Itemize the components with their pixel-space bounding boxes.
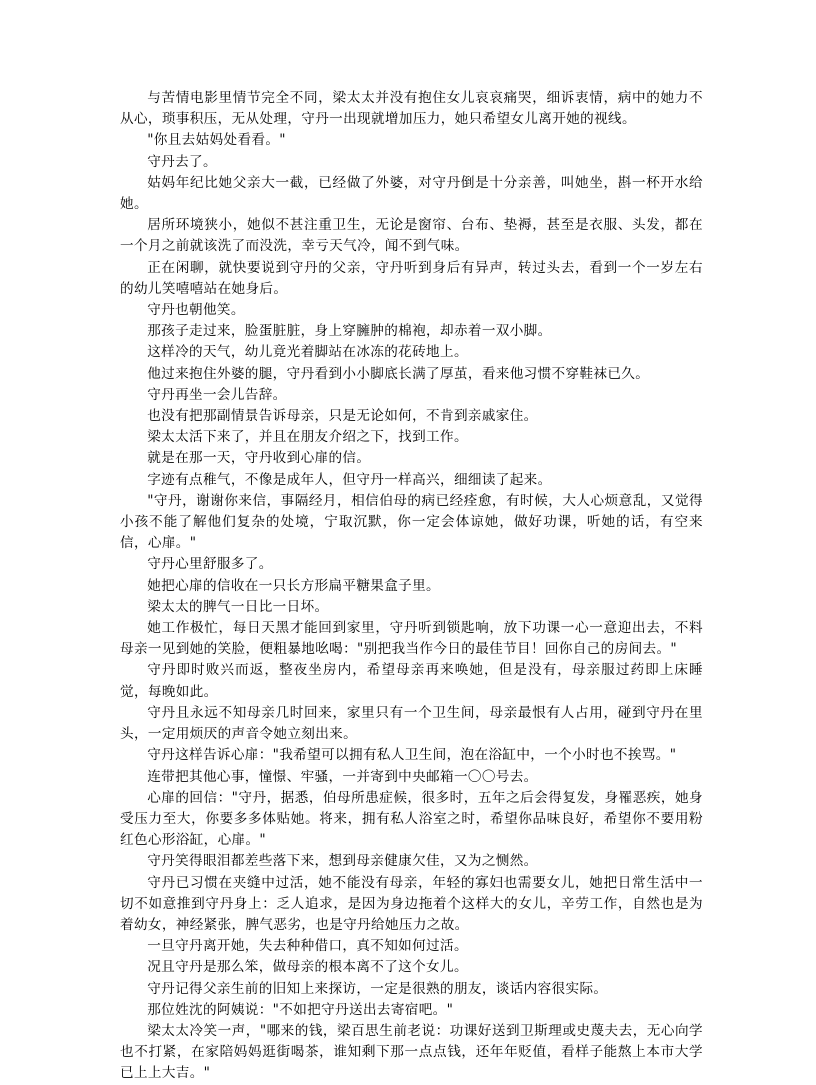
paragraph: 字迹有点稚气，不像是成年人，但守丹一样高兴，细细读了起来。 (147, 471, 552, 488)
paragraph: 守丹也朝他笑。 (147, 302, 245, 319)
paragraph: 守丹这样告诉心扉："我希望可以拥有私人卫生间，泡在浴缸中，一个小时也不挨骂。" (147, 747, 677, 764)
document-page (120, 88, 703, 1085)
paragraph: 守丹笑得眼泪都差些落下来，想到母亲健康欠佳，又为之恻然。 (147, 853, 538, 870)
paragraph: 那孩子走过来，脸蛋脏脏，身上穿臃肿的棉袍，却赤着一双小脚。 (147, 323, 552, 340)
paragraph: 一旦守丹离开她，失去种种借口，真不知如何过活。 (147, 938, 468, 955)
paragraph: 心扉的回信："守丹，据悉，伯母所患症候，很多时，五年之后会得复发，身罹恶疾，她身受压力至大，你要多多体贴她。将来，拥有私人浴室之时，希望你品味良好，希望你不要用粉红色心形浴缸，心扉。" (120, 789, 703, 849)
paragraph: 守丹记得父亲生前的旧知上来探访，一定是很熟的朋友，谈话内容很实际。 (147, 980, 608, 997)
paragraph: "守丹，谢谢你来信，事隔经月，相信伯母的病已经痊愈，有时候，大人心烦意乱，又觉得小孩不能了解他们复杂的处境，宁取沉默，你一定会体谅她，做好功课，听她的话，有空来信，心扉。" (120, 492, 703, 552)
paragraph: 守丹再坐一会儿告辞。 (147, 386, 287, 403)
paragraph: 也没有把那副情景告诉母亲，只是无论如何，不肯到亲戚家住。 (147, 408, 538, 425)
paragraph: 就是在那一天，守丹收到心扉的信。 (147, 450, 371, 467)
paragraph: 守丹去了。 (147, 153, 217, 170)
paragraph: 梁太太活下来了，并且在朋友介绍之下，找到工作。 (147, 429, 468, 446)
paragraph: 那位姓沈的阿姨说："不如把守丹送出去寄宿吧。" (147, 1001, 454, 1018)
paragraph: 居所环境狭小，她似不甚注重卫生，无论是窗帘、台布、垫褥，甚至是衣服、头发，都在一个月之前就该洗了而没洗，幸亏天气冷，闻不到气味。 (120, 217, 703, 255)
paragraph: 姑妈年纪比她父亲大一截，已经做了外婆，对守丹倒是十分亲善，叫她坐，斟一杯开水给她。 (120, 174, 703, 213)
paragraph: 梁太太冷笑一声，"哪来的钱，梁百思生前老说：功课好送到卫斯理或史蔑夫去，无心向学也不打紧，在家陪妈妈逛街喝茶，谁知剩下那一点点钱，还年年贬值，看样子能熬上本市大学已上上大吉。" (120, 1022, 703, 1082)
paragraph: "你且去姑妈处看看。" (147, 132, 286, 149)
paragraph: 守丹且永远不知母亲几时回来，家里只有一个卫生间，母亲最恨有人占用，碰到守丹在里头，一定用烦厌的声音令她立刻出来。 (120, 704, 703, 743)
paragraph: 她工作极忙，每日天黑才能回到家里，守丹听到锁匙响，放下功课一心一意迎出去，不料母亲一见到她的笑脸，便粗暴地吆喝："别把我当作今日的最佳节目！回你自己的房间去。" (120, 620, 703, 658)
paragraph: 正在闲聊，就快要说到守丹的父亲，守丹听到身后有异声，转过头去，看到一个一岁左右的幼儿笑嘻嘻站在她身后。 (120, 259, 703, 297)
paragraph: 这样冷的天气，幼儿竟光着脚站在冰冻的花砖地上。 (147, 344, 468, 361)
paragraph: 守丹已习惯在夹缝中过活，她不能没有母亲，年轻的寡妇也需要女儿，她把日常生活中一切不如意推到守丹身上：乏人追求，是因为身边拖着个这样大的女儿，辛劳工作，自然也是为着幼女，神经紧张，脾气恶劣，也是守丹给她压力之故。 (120, 874, 703, 933)
paragraph: 况且守丹是那么笨，做母亲的根本离不了这个女儿。 (147, 959, 468, 976)
paragraph: 他过来抱住外婆的腿，守丹看到小小脚底长满了厚茧，看来他习惯不穿鞋袜已久。 (147, 365, 650, 382)
paragraph: 与苦情电影里情节完全不同，梁太太并没有抱住女儿哀哀痛哭，细诉衷情，病中的她力不从心，琐事积压，无从处理，守丹一出现就增加压力，她只希望女儿离开她的视线。 (120, 90, 703, 128)
paragraph: 守丹即时败兴而返，整夜坐房内，希望母亲再来唤她，但是没有，母亲服过药即上床睡觉，每晚如此。 (120, 662, 703, 700)
paragraph: 连带把其他心事，憧憬、牢骚，一并寄到中央邮箱一〇〇号去。 (147, 768, 538, 785)
paragraph: 守丹心里舒服多了。 (147, 556, 273, 573)
paragraph: 梁太太的脾气一日比一日坏。 (147, 598, 329, 615)
paragraph: 她把心扉的信收在一只长方形扁平糖果盒子里。 (147, 577, 441, 594)
